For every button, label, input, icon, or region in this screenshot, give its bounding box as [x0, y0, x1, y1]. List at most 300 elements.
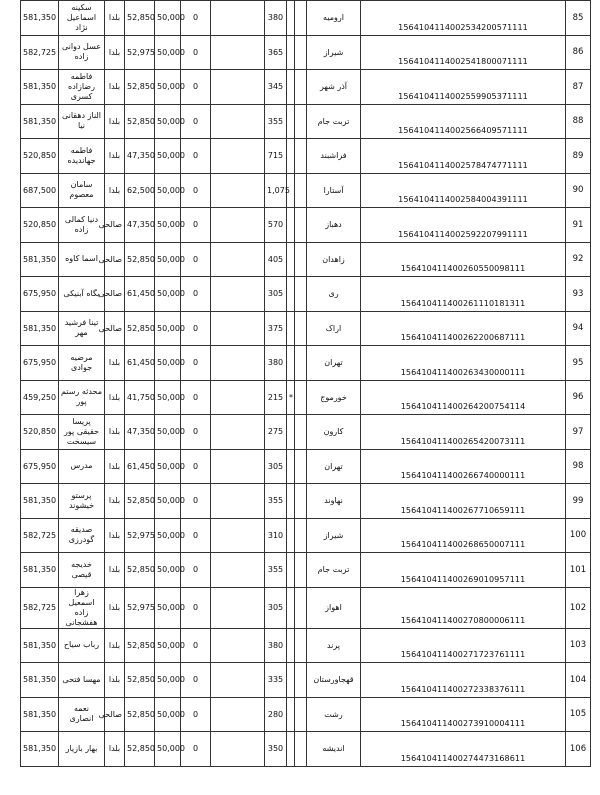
- row-number-cell: 105: [566, 697, 591, 732]
- document-page: [20, 0, 587, 767]
- code-cell: 156410411400269010957111: [361, 553, 566, 588]
- row-number-cell: 89: [566, 139, 591, 174]
- city-cell: ری: [307, 277, 361, 312]
- value-b-cell: 50,000: [155, 380, 181, 415]
- table-row: [21, 484, 591, 519]
- row-number-cell: 104: [566, 663, 591, 698]
- row-number-cell: 103: [566, 628, 591, 663]
- row-number-cell: 97: [566, 415, 591, 450]
- row-number-cell: 98: [566, 449, 591, 484]
- count-cell: 570: [265, 208, 287, 243]
- person-name-cell: فاطمه جهاندیده: [59, 139, 105, 174]
- value-b-cell: 50,000: [155, 697, 181, 732]
- zero-cell: 0: [181, 380, 211, 415]
- blank-cell: [211, 346, 265, 381]
- table-row: [21, 449, 591, 484]
- mark-cell: [287, 449, 295, 484]
- city-cell: قهجاورستان: [307, 663, 361, 698]
- blank-cell: [295, 587, 307, 628]
- blank-cell: [211, 1, 265, 36]
- code-cell: 1564104114002584004391111: [361, 173, 566, 208]
- count-cell: 715: [265, 139, 287, 174]
- count-cell: 355: [265, 104, 287, 139]
- city-cell: آذر شهر: [307, 70, 361, 105]
- value-b-cell: 50,000: [155, 70, 181, 105]
- code-cell: 156410411400274473168611: [361, 732, 566, 767]
- value-b-cell: 50,000: [155, 311, 181, 346]
- person-name-cell: پرستو خیشوند: [59, 484, 105, 519]
- row-number-cell: 106: [566, 732, 591, 767]
- mark-cell: [287, 35, 295, 70]
- city-cell: خورموج: [307, 380, 361, 415]
- value-b-cell: 50,000: [155, 1, 181, 36]
- code-cell: 156410411400263430000111: [361, 346, 566, 381]
- blank-cell: [295, 484, 307, 519]
- blank-cell: [211, 139, 265, 174]
- mark-cell: [287, 553, 295, 588]
- person-name-cell: مرضیه جوادی: [59, 346, 105, 381]
- zero-cell: 0: [181, 104, 211, 139]
- zero-cell: 0: [181, 415, 211, 450]
- person-name-cell: خدیجه قیصی: [59, 553, 105, 588]
- total-amount-cell: 520,850: [21, 208, 59, 243]
- total-amount-cell: 687,500: [21, 173, 59, 208]
- city-cell: شیراز: [307, 35, 361, 70]
- zero-cell: 0: [181, 587, 211, 628]
- table-row: [21, 208, 591, 243]
- blank-cell: [211, 628, 265, 663]
- table-row: [21, 380, 591, 415]
- value-b-cell: 50,000: [155, 484, 181, 519]
- table-row: [21, 628, 591, 663]
- code-cell: 1564104114002559905371111: [361, 70, 566, 105]
- blank-cell: [295, 208, 307, 243]
- value-a-cell: 52,850: [125, 311, 155, 346]
- zero-cell: 0: [181, 697, 211, 732]
- row-number-cell: 95: [566, 346, 591, 381]
- person-name-cell: زهرا اسمعیل زاده هفشجانی: [59, 587, 105, 628]
- total-amount-cell: 520,850: [21, 415, 59, 450]
- code-cell: 156410411400270800006111: [361, 587, 566, 628]
- value-b-cell: 50,000: [155, 242, 181, 277]
- zero-cell: 0: [181, 663, 211, 698]
- status-cell: بلدا: [105, 449, 125, 484]
- total-amount-cell: 581,350: [21, 732, 59, 767]
- records-table: [20, 0, 591, 767]
- person-name-cell: سامان معصوم: [59, 173, 105, 208]
- value-a-cell: 52,850: [125, 484, 155, 519]
- mark-cell: [287, 346, 295, 381]
- total-amount-cell: 582,725: [21, 518, 59, 553]
- blank-cell: [211, 732, 265, 767]
- table-row: [21, 173, 591, 208]
- blank-cell: [211, 173, 265, 208]
- value-b-cell: 50,000: [155, 208, 181, 243]
- row-number-cell: 100: [566, 518, 591, 553]
- mark-cell: [287, 139, 295, 174]
- total-amount-cell: 581,350: [21, 104, 59, 139]
- zero-cell: 0: [181, 311, 211, 346]
- count-cell: 355: [265, 484, 287, 519]
- value-a-cell: 52,850: [125, 628, 155, 663]
- total-amount-cell: 581,350: [21, 311, 59, 346]
- zero-cell: 0: [181, 449, 211, 484]
- value-a-cell: 61,450: [125, 449, 155, 484]
- person-name-cell: صدیقه گودرزی: [59, 518, 105, 553]
- city-cell: تهران: [307, 449, 361, 484]
- records-table-body: [21, 1, 591, 767]
- count-cell: 310: [265, 518, 287, 553]
- zero-cell: 0: [181, 1, 211, 36]
- row-number-cell: 91: [566, 208, 591, 243]
- zero-cell: 0: [181, 139, 211, 174]
- count-cell: 305: [265, 587, 287, 628]
- code-cell: 156410411400266740000111: [361, 449, 566, 484]
- city-cell: کارون: [307, 415, 361, 450]
- blank-cell: [295, 553, 307, 588]
- person-name-cell: مهسا فتحی: [59, 663, 105, 698]
- code-cell: 156410411400260550098111: [361, 242, 566, 277]
- value-a-cell: 41,750: [125, 380, 155, 415]
- person-name-cell: نعمه انصاری: [59, 697, 105, 732]
- status-cell: بلدا: [105, 380, 125, 415]
- blank-cell: [295, 139, 307, 174]
- value-a-cell: 52,850: [125, 242, 155, 277]
- person-name-cell: سکینه اسماعیل نژاد: [59, 1, 105, 36]
- table-row: [21, 553, 591, 588]
- count-cell: 380: [265, 1, 287, 36]
- total-amount-cell: 675,950: [21, 449, 59, 484]
- mark-cell: [287, 628, 295, 663]
- count-cell: 305: [265, 449, 287, 484]
- table-row: [21, 663, 591, 698]
- value-b-cell: 50,000: [155, 587, 181, 628]
- person-name-cell: پریسا حقیقی پور سیسخت: [59, 415, 105, 450]
- blank-cell: [211, 104, 265, 139]
- value-a-cell: 52,975: [125, 518, 155, 553]
- city-cell: اهواز: [307, 587, 361, 628]
- city-cell: آستارا: [307, 173, 361, 208]
- city-cell: تهران: [307, 346, 361, 381]
- city-cell: تربت جام: [307, 553, 361, 588]
- code-cell: 1564104114002541800071111: [361, 35, 566, 70]
- value-a-cell: 61,450: [125, 277, 155, 312]
- blank-cell: [295, 1, 307, 36]
- value-b-cell: 50,000: [155, 104, 181, 139]
- count-cell: 380: [265, 346, 287, 381]
- row-number-cell: 99: [566, 484, 591, 519]
- status-cell: بلدا: [105, 663, 125, 698]
- total-amount-cell: 581,350: [21, 663, 59, 698]
- city-cell: اندیشه: [307, 732, 361, 767]
- code-cell: 1564104114002566409571111: [361, 104, 566, 139]
- blank-cell: [211, 311, 265, 346]
- table-row: [21, 1, 591, 36]
- value-b-cell: 50,000: [155, 139, 181, 174]
- value-a-cell: 52,850: [125, 70, 155, 105]
- blank-cell: [295, 70, 307, 105]
- value-b-cell: 50,000: [155, 663, 181, 698]
- value-b-cell: 50,000: [155, 35, 181, 70]
- total-amount-cell: 582,725: [21, 35, 59, 70]
- person-name-cell: مدرس: [59, 449, 105, 484]
- status-cell: بلدا: [105, 415, 125, 450]
- total-amount-cell: 581,350: [21, 1, 59, 36]
- blank-cell: [211, 208, 265, 243]
- value-a-cell: 62,500: [125, 173, 155, 208]
- mark-cell: [287, 242, 295, 277]
- mark-cell: [287, 1, 295, 36]
- total-amount-cell: 581,350: [21, 553, 59, 588]
- value-b-cell: 50,000: [155, 732, 181, 767]
- person-name-cell: الناز دهقانی نیا: [59, 104, 105, 139]
- city-cell: پرند: [307, 628, 361, 663]
- city-cell: ارومیه: [307, 1, 361, 36]
- table-row: [21, 415, 591, 450]
- status-cell: بلدا: [105, 173, 125, 208]
- city-cell: زاهدان: [307, 242, 361, 277]
- status-cell: صالحی: [105, 208, 125, 243]
- person-name-cell: رباب سیاح: [59, 628, 105, 663]
- total-amount-cell: 675,950: [21, 277, 59, 312]
- value-b-cell: 50,000: [155, 415, 181, 450]
- status-cell: صالحی: [105, 277, 125, 312]
- total-amount-cell: 520,850: [21, 139, 59, 174]
- table-row: [21, 139, 591, 174]
- mark-cell: [287, 587, 295, 628]
- table-row: [21, 311, 591, 346]
- blank-cell: [295, 35, 307, 70]
- blank-cell: [295, 311, 307, 346]
- blank-cell: [295, 449, 307, 484]
- count-cell: 1,075: [265, 173, 287, 208]
- status-cell: بلدا: [105, 70, 125, 105]
- zero-cell: 0: [181, 628, 211, 663]
- person-name-cell: محدثه رستم پور: [59, 380, 105, 415]
- code-cell: 156410411400267710659111: [361, 484, 566, 519]
- code-cell: 156410411400265420073111: [361, 415, 566, 450]
- blank-cell: [295, 380, 307, 415]
- blank-cell: [211, 35, 265, 70]
- zero-cell: 0: [181, 732, 211, 767]
- blank-cell: [295, 628, 307, 663]
- row-number-cell: 94: [566, 311, 591, 346]
- blank-cell: [295, 104, 307, 139]
- count-cell: 380: [265, 628, 287, 663]
- mark-cell: [287, 518, 295, 553]
- table-row: [21, 587, 591, 628]
- value-a-cell: 52,975: [125, 587, 155, 628]
- person-name-cell: تینا فرشید مهر: [59, 311, 105, 346]
- table-row: [21, 518, 591, 553]
- blank-cell: [211, 70, 265, 105]
- value-a-cell: 52,850: [125, 1, 155, 36]
- value-b-cell: 50,000: [155, 518, 181, 553]
- total-amount-cell: 582,725: [21, 587, 59, 628]
- table-row: [21, 70, 591, 105]
- blank-cell: [211, 415, 265, 450]
- mark-cell: *: [287, 380, 295, 415]
- table-row: [21, 346, 591, 381]
- person-name-cell: عسل دوانی زاده: [59, 35, 105, 70]
- blank-cell: [211, 242, 265, 277]
- status-cell: صالحی: [105, 242, 125, 277]
- status-cell: بلدا: [105, 587, 125, 628]
- code-cell: 156410411400262200687111: [361, 311, 566, 346]
- zero-cell: 0: [181, 70, 211, 105]
- mark-cell: [287, 697, 295, 732]
- city-cell: دهباز: [307, 208, 361, 243]
- city-cell: رشت: [307, 697, 361, 732]
- row-number-cell: 92: [566, 242, 591, 277]
- row-number-cell: 102: [566, 587, 591, 628]
- zero-cell: 0: [181, 173, 211, 208]
- person-name-cell: یگاه آبنیکی: [59, 277, 105, 312]
- zero-cell: 0: [181, 208, 211, 243]
- blank-cell: [295, 663, 307, 698]
- count-cell: 355: [265, 553, 287, 588]
- status-cell: بلدا: [105, 484, 125, 519]
- mark-cell: [287, 70, 295, 105]
- row-number-cell: 101: [566, 553, 591, 588]
- blank-cell: [295, 346, 307, 381]
- zero-cell: 0: [181, 518, 211, 553]
- value-b-cell: 50,000: [155, 173, 181, 208]
- blank-cell: [295, 697, 307, 732]
- status-cell: بلدا: [105, 732, 125, 767]
- mark-cell: [287, 208, 295, 243]
- row-number-cell: 86: [566, 35, 591, 70]
- status-cell: صالحی: [105, 311, 125, 346]
- count-cell: 405: [265, 242, 287, 277]
- zero-cell: 0: [181, 346, 211, 381]
- code-cell: 156410411400271723761111: [361, 628, 566, 663]
- blank-cell: [211, 449, 265, 484]
- status-cell: بلدا: [105, 346, 125, 381]
- city-cell: شیراز: [307, 518, 361, 553]
- blank-cell: [295, 277, 307, 312]
- city-cell: فراشبند: [307, 139, 361, 174]
- value-b-cell: 50,000: [155, 553, 181, 588]
- table-row: [21, 277, 591, 312]
- person-name-cell: فاطمه رضازاده کسری: [59, 70, 105, 105]
- total-amount-cell: 675,950: [21, 346, 59, 381]
- blank-cell: [211, 484, 265, 519]
- blank-cell: [211, 518, 265, 553]
- value-b-cell: 50,000: [155, 346, 181, 381]
- status-cell: بلدا: [105, 553, 125, 588]
- row-number-cell: 93: [566, 277, 591, 312]
- blank-cell: [211, 587, 265, 628]
- count-cell: 345: [265, 70, 287, 105]
- blank-cell: [295, 242, 307, 277]
- status-cell: بلدا: [105, 518, 125, 553]
- zero-cell: 0: [181, 484, 211, 519]
- value-a-cell: 47,350: [125, 139, 155, 174]
- total-amount-cell: 581,350: [21, 697, 59, 732]
- mark-cell: [287, 732, 295, 767]
- person-name-cell: دنیا کمالی زاده: [59, 208, 105, 243]
- blank-cell: [295, 173, 307, 208]
- count-cell: 350: [265, 732, 287, 767]
- blank-cell: [295, 415, 307, 450]
- row-number-cell: 90: [566, 173, 591, 208]
- total-amount-cell: 581,350: [21, 70, 59, 105]
- table-row: [21, 104, 591, 139]
- count-cell: 375: [265, 311, 287, 346]
- code-cell: 1564104114002578474771111: [361, 139, 566, 174]
- status-cell: بلدا: [105, 104, 125, 139]
- count-cell: 215: [265, 380, 287, 415]
- value-a-cell: 47,350: [125, 415, 155, 450]
- city-cell: تربت جام: [307, 104, 361, 139]
- zero-cell: 0: [181, 553, 211, 588]
- value-a-cell: 52,850: [125, 104, 155, 139]
- code-cell: 156410411400268650007111: [361, 518, 566, 553]
- status-cell: بلدا: [105, 139, 125, 174]
- code-cell: 1564104114002592207991111: [361, 208, 566, 243]
- code-cell: 1564104114002534200571111: [361, 1, 566, 36]
- blank-cell: [295, 732, 307, 767]
- total-amount-cell: 581,350: [21, 242, 59, 277]
- count-cell: 275: [265, 415, 287, 450]
- mark-cell: [287, 663, 295, 698]
- value-a-cell: 52,850: [125, 732, 155, 767]
- status-cell: بلدا: [105, 1, 125, 36]
- person-name-cell: اسما کاوه: [59, 242, 105, 277]
- value-a-cell: 52,850: [125, 697, 155, 732]
- zero-cell: 0: [181, 35, 211, 70]
- mark-cell: [287, 277, 295, 312]
- count-cell: 305: [265, 277, 287, 312]
- table-row: [21, 697, 591, 732]
- count-cell: 335: [265, 663, 287, 698]
- row-number-cell: 96: [566, 380, 591, 415]
- status-cell: بلدا: [105, 628, 125, 663]
- value-b-cell: 50,000: [155, 628, 181, 663]
- table-row: [21, 242, 591, 277]
- mark-cell: [287, 415, 295, 450]
- blank-cell: [211, 663, 265, 698]
- value-b-cell: 50,000: [155, 449, 181, 484]
- blank-cell: [211, 553, 265, 588]
- total-amount-cell: 581,350: [21, 484, 59, 519]
- zero-cell: 0: [181, 242, 211, 277]
- mark-cell: [287, 484, 295, 519]
- code-cell: 156410411400272338376111: [361, 663, 566, 698]
- person-name-cell: بهار بازیار: [59, 732, 105, 767]
- count-cell: 365: [265, 35, 287, 70]
- city-cell: نهاوند: [307, 484, 361, 519]
- count-cell: 280: [265, 697, 287, 732]
- row-number-cell: 85: [566, 1, 591, 36]
- row-number-cell: 87: [566, 70, 591, 105]
- total-amount-cell: 459,250: [21, 380, 59, 415]
- table-row: [21, 732, 591, 767]
- mark-cell: [287, 104, 295, 139]
- value-a-cell: 52,975: [125, 35, 155, 70]
- code-cell: 156410411400273910004111: [361, 697, 566, 732]
- blank-cell: [211, 277, 265, 312]
- mark-cell: [287, 311, 295, 346]
- value-a-cell: 52,850: [125, 553, 155, 588]
- code-cell: 156410411400264200754114: [361, 380, 566, 415]
- value-a-cell: 52,850: [125, 663, 155, 698]
- city-cell: اراک: [307, 311, 361, 346]
- value-a-cell: 47,350: [125, 208, 155, 243]
- blank-cell: [211, 697, 265, 732]
- code-cell: 156410411400261110181311: [361, 277, 566, 312]
